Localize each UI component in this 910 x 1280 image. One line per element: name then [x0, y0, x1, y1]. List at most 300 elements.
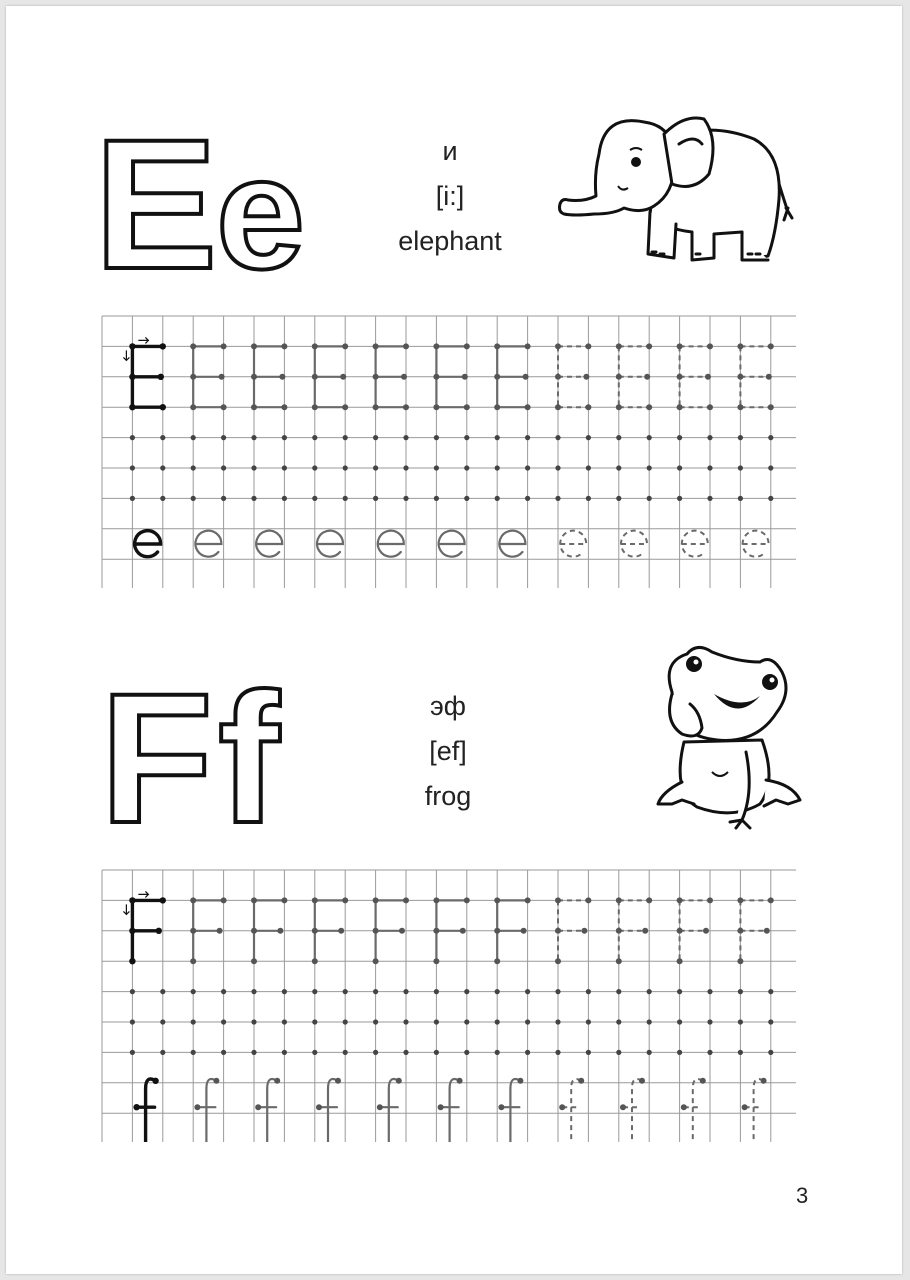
guide-dot [707, 435, 712, 440]
arrow-icon [138, 891, 148, 897]
stroke-dot [335, 1078, 341, 1084]
russian-name: и [442, 136, 458, 166]
stroke-dot [494, 928, 500, 934]
guide-dot [434, 465, 439, 470]
stroke-dot [190, 958, 196, 964]
stroke-dot [190, 897, 196, 903]
stroke-dot [737, 404, 743, 410]
uppercase-f-tracing-row [123, 891, 773, 964]
stroke-dot [555, 404, 561, 410]
stroke-dot [523, 374, 529, 380]
stroke [571, 1079, 581, 1142]
stroke-dot [190, 374, 196, 380]
guide-dot [221, 1019, 226, 1024]
stroke-dot [766, 374, 772, 380]
guide-dot [647, 496, 652, 501]
guide-dot [312, 435, 317, 440]
guide-dot [768, 435, 773, 440]
guide-dot [251, 989, 256, 994]
guide-dot [403, 435, 408, 440]
stroke-dot [768, 343, 774, 349]
letter-f-outline [100, 674, 320, 844]
guide-dot [130, 1050, 135, 1055]
stroke-dot [190, 343, 196, 349]
guide-dot [343, 1050, 348, 1055]
stroke-dot [274, 1078, 280, 1084]
guide-dot [373, 989, 378, 994]
guide-dot [616, 435, 621, 440]
stroke-dot [494, 374, 500, 380]
guide-dot [647, 435, 652, 440]
guide-dot [282, 496, 287, 501]
stroke-dot [644, 374, 650, 380]
guide-dot [707, 1050, 712, 1055]
guide-dot [525, 989, 530, 994]
stroke-dot [585, 897, 591, 903]
stroke-dot [555, 343, 561, 349]
guide-dot [130, 1019, 135, 1024]
stroke-dot [555, 374, 561, 380]
guide-dot [191, 1019, 196, 1024]
stroke-dot [703, 928, 709, 934]
stroke-dot [677, 343, 683, 349]
guide-dot [312, 1019, 317, 1024]
stroke-dot [616, 404, 622, 410]
guide-dot [616, 496, 621, 501]
guide-dot [221, 465, 226, 470]
stroke-dot [213, 1078, 219, 1084]
stroke-dot [768, 897, 774, 903]
guide-dot [312, 1050, 317, 1055]
guide-dot [221, 989, 226, 994]
guide-dot [343, 989, 348, 994]
stroke-dot [646, 404, 652, 410]
stroke [632, 1079, 642, 1142]
stroke-dot [403, 404, 409, 410]
stroke-dot [677, 404, 683, 410]
stroke-dot [585, 343, 591, 349]
guide-dot [160, 435, 165, 440]
guide-dot [373, 496, 378, 501]
guide-dot [616, 1019, 621, 1024]
guide-dot [738, 1019, 743, 1024]
stroke-dot [639, 1078, 645, 1084]
guide-dot [251, 1050, 256, 1055]
guide-dot [586, 1050, 591, 1055]
stroke-dot [277, 928, 283, 934]
guide-dot [251, 465, 256, 470]
stroke-dot [312, 374, 318, 380]
guide-dot [555, 1019, 560, 1024]
stroke-dot [221, 897, 227, 903]
guide-dot [130, 496, 135, 501]
stroke [450, 1079, 460, 1142]
stroke-dot [646, 343, 652, 349]
guide-dot [282, 1050, 287, 1055]
stroke [743, 531, 769, 557]
guide-dot [525, 1019, 530, 1024]
stroke-dot [616, 897, 622, 903]
stroke-dot [281, 897, 287, 903]
stroke-dot [438, 1104, 444, 1110]
stroke-dot [581, 928, 587, 934]
guide-dot [677, 496, 682, 501]
stroke-dot [129, 404, 135, 410]
guide-dot [343, 496, 348, 501]
stroke-dot [312, 404, 318, 410]
stroke [560, 531, 586, 557]
stroke [621, 531, 647, 557]
guide-dot [282, 1019, 287, 1024]
stroke-dot [129, 374, 135, 380]
guide-dot [707, 465, 712, 470]
guide-dot [677, 1050, 682, 1055]
stroke-dot [403, 897, 409, 903]
stroke-dot [194, 1104, 200, 1110]
stroke-dot [525, 897, 531, 903]
guide-dot [738, 435, 743, 440]
guide-dot [130, 989, 135, 994]
stroke-dot [457, 1078, 463, 1084]
guide-dot [495, 496, 500, 501]
stroke-dot [707, 897, 713, 903]
stroke-dot [403, 343, 409, 349]
guide-dot [191, 465, 196, 470]
stroke-dot [342, 343, 348, 349]
guide-dot [282, 465, 287, 470]
guide-dot [495, 1019, 500, 1024]
arrow-icon [123, 350, 129, 360]
guide-dot [160, 1050, 165, 1055]
stroke-dot [129, 958, 135, 964]
guide-dot [343, 1019, 348, 1024]
stroke-dot [578, 1078, 584, 1084]
stroke-dot [761, 1078, 767, 1084]
guide-dot [464, 1050, 469, 1055]
guide-dot [738, 465, 743, 470]
stroke-dot [521, 928, 527, 934]
arrow-icon [138, 337, 148, 343]
guide-dot [403, 465, 408, 470]
stroke-dot [555, 958, 561, 964]
worksheet-page [6, 6, 902, 1274]
stroke-dot [433, 897, 439, 903]
example-word: frog [424, 781, 472, 811]
guide-dot [647, 465, 652, 470]
stroke-dot [219, 374, 225, 380]
guide-dot [130, 465, 135, 470]
guide-dot [343, 465, 348, 470]
stroke [499, 531, 525, 557]
stroke-dot [251, 928, 257, 934]
guide-dot [525, 435, 530, 440]
stroke-dot [377, 1104, 383, 1110]
stroke-dot [525, 404, 531, 410]
guide-dot [160, 465, 165, 470]
stroke-dot [217, 928, 223, 934]
example-word: elephant [398, 226, 502, 256]
letter-e-pronunciation [370, 129, 530, 264]
stroke [206, 1079, 216, 1142]
stroke-dot [498, 1104, 504, 1110]
stroke-dot [642, 928, 648, 934]
stroke-dot [312, 343, 318, 349]
lowercase-f: f [218, 674, 280, 844]
stroke-dot [525, 343, 531, 349]
stroke-dot [338, 928, 344, 934]
stroke-dot [255, 1104, 261, 1110]
stroke-dot [160, 404, 166, 410]
stroke-dot [464, 897, 470, 903]
guide-dot [525, 496, 530, 501]
stroke-dot [312, 928, 318, 934]
letter-f-pronunciation [368, 684, 528, 819]
stroke [135, 531, 161, 557]
guide-dot [555, 1050, 560, 1055]
guide-dot [677, 1019, 682, 1024]
stroke-dot [279, 374, 285, 380]
guide-dot [403, 989, 408, 994]
stroke-dot [616, 374, 622, 380]
stroke-dot [462, 374, 468, 380]
stroke-dot [517, 1078, 523, 1084]
stroke-dot [316, 1104, 322, 1110]
stroke-dot [251, 897, 257, 903]
guide-dot [160, 1019, 165, 1024]
transcription: [ef] [429, 736, 467, 766]
stroke-dot [681, 1104, 687, 1110]
guide-dot [738, 1050, 743, 1055]
stroke [510, 1079, 520, 1142]
stroke-dot [129, 897, 135, 903]
guide-dot [251, 1019, 256, 1024]
stroke [754, 1079, 764, 1142]
guide-dot [616, 989, 621, 994]
stroke-dot [281, 343, 287, 349]
guide-dot [768, 465, 773, 470]
stroke [256, 531, 282, 557]
stroke-dot [433, 374, 439, 380]
stroke-dot [152, 1078, 158, 1084]
stroke-dot [281, 404, 287, 410]
stroke-dot [737, 897, 743, 903]
stroke-dot [373, 343, 379, 349]
guide-dot [160, 989, 165, 994]
stroke-dot [737, 374, 743, 380]
guide-dot [373, 1050, 378, 1055]
stroke-dot [129, 343, 135, 349]
lowercase-e: e [216, 123, 305, 288]
tracing-grid-e [96, 308, 796, 588]
guide-dot [191, 435, 196, 440]
stroke-dot [342, 404, 348, 410]
guide-dot [434, 496, 439, 501]
guide-dot [464, 989, 469, 994]
guide-dot [495, 989, 500, 994]
guide-dot [555, 989, 560, 994]
guide-dot [221, 496, 226, 501]
stroke-dot [737, 343, 743, 349]
stroke-dot [133, 1104, 139, 1110]
stroke-dot [158, 374, 164, 380]
stroke-dot [160, 897, 166, 903]
stroke-dot [700, 1078, 706, 1084]
lowercase-e-tracing-row [135, 531, 769, 557]
guide-dot [647, 989, 652, 994]
uppercase-e: E [94, 118, 218, 288]
guide-dot [495, 465, 500, 470]
stroke-dot [340, 374, 346, 380]
stroke-dot [460, 928, 466, 934]
stroke-dot [583, 374, 589, 380]
stroke [317, 531, 343, 557]
guide-dot [373, 435, 378, 440]
guide-dot [525, 465, 530, 470]
stroke-dot [251, 343, 257, 349]
guide-dot [312, 989, 317, 994]
guide-dot [464, 496, 469, 501]
grid-lines [102, 316, 796, 588]
guide-dot [616, 465, 621, 470]
guide-dot [434, 1050, 439, 1055]
stroke [378, 531, 404, 557]
guide-dot [647, 1050, 652, 1055]
guide-dot [738, 496, 743, 501]
stroke-dot [677, 958, 683, 964]
guide-dot [495, 1050, 500, 1055]
stroke-dot [156, 928, 162, 934]
tracing-grid-f [96, 862, 796, 1142]
guide-dot [191, 989, 196, 994]
guide-dot [677, 989, 682, 994]
guide-dot [434, 989, 439, 994]
guide-dot [525, 1050, 530, 1055]
letter-e-outline [94, 118, 334, 288]
guide-dot [373, 465, 378, 470]
stroke-dot [312, 897, 318, 903]
guide-dot [768, 496, 773, 501]
guide-dot [464, 1019, 469, 1024]
arrow-icon [123, 904, 129, 914]
guide-dot [555, 465, 560, 470]
stroke-dot [251, 404, 257, 410]
guide-dot [464, 435, 469, 440]
stroke-dot [373, 897, 379, 903]
guide-dot [191, 496, 196, 501]
stroke-dot [190, 928, 196, 934]
stroke-dot [737, 958, 743, 964]
stroke-dot [737, 928, 743, 934]
guide-dot [616, 1050, 621, 1055]
lowercase-f-tracing-row [133, 1078, 766, 1142]
transcription: [i:] [435, 181, 465, 211]
guide-dot [586, 989, 591, 994]
stroke-dot [433, 404, 439, 410]
russian-name: эф [430, 691, 466, 721]
guide-dot [434, 435, 439, 440]
stroke-dot [373, 374, 379, 380]
stroke-dot [464, 404, 470, 410]
stroke [146, 1079, 156, 1142]
elephant-drawing [554, 104, 804, 274]
stroke-dot [221, 404, 227, 410]
stroke-dot [742, 1104, 748, 1110]
stroke-dot [677, 928, 683, 934]
guide-dot [495, 435, 500, 440]
stroke [693, 1079, 703, 1142]
stroke [439, 531, 465, 557]
guide-dot [403, 1050, 408, 1055]
stroke-dot [707, 343, 713, 349]
stroke-dot [764, 928, 770, 934]
stroke [682, 531, 708, 557]
guide-dot [586, 1019, 591, 1024]
guide-dot [312, 465, 317, 470]
guide-dot [282, 989, 287, 994]
guide-dot [707, 989, 712, 994]
guide-dot [647, 1019, 652, 1024]
stroke-dot [373, 958, 379, 964]
guide-dot [434, 1019, 439, 1024]
stroke-dot [616, 928, 622, 934]
guide-dot [130, 435, 135, 440]
stroke-dot [555, 928, 561, 934]
stroke-dot [433, 958, 439, 964]
guide-dot [464, 465, 469, 470]
guide-dot [707, 496, 712, 501]
uppercase-f: F [100, 674, 214, 844]
stroke [195, 531, 221, 557]
guide-dot [586, 465, 591, 470]
stroke-dot [129, 928, 135, 934]
stroke-dot [251, 958, 257, 964]
guide-dot [768, 1050, 773, 1055]
stroke-dot [221, 343, 227, 349]
guide-dot [373, 1019, 378, 1024]
guide-dot [768, 989, 773, 994]
stroke-dot [401, 374, 407, 380]
stroke-dot [464, 343, 470, 349]
stroke-dot [373, 928, 379, 934]
stroke-dot [707, 404, 713, 410]
guide-dot [768, 1019, 773, 1024]
guide-dot [403, 1019, 408, 1024]
stroke-dot [190, 404, 196, 410]
stroke-dot [646, 897, 652, 903]
stroke-dot [373, 404, 379, 410]
guide-dot [282, 435, 287, 440]
stroke-dot [399, 928, 405, 934]
stroke-dot [494, 958, 500, 964]
stroke-dot [433, 928, 439, 934]
stroke-dot [494, 404, 500, 410]
stroke [267, 1079, 277, 1142]
stroke-dot [494, 343, 500, 349]
page-number: 3 [796, 1183, 809, 1208]
stroke-dot [494, 897, 500, 903]
guide-dot [403, 496, 408, 501]
stroke-dot [616, 343, 622, 349]
stroke-dot [677, 897, 683, 903]
guide-dot [343, 435, 348, 440]
guide-dot [221, 1050, 226, 1055]
guide-dot [586, 435, 591, 440]
frog-drawing [642, 632, 812, 832]
stroke-dot [555, 897, 561, 903]
guide-dot [251, 435, 256, 440]
stroke-dot [312, 958, 318, 964]
stroke-dot [705, 374, 711, 380]
